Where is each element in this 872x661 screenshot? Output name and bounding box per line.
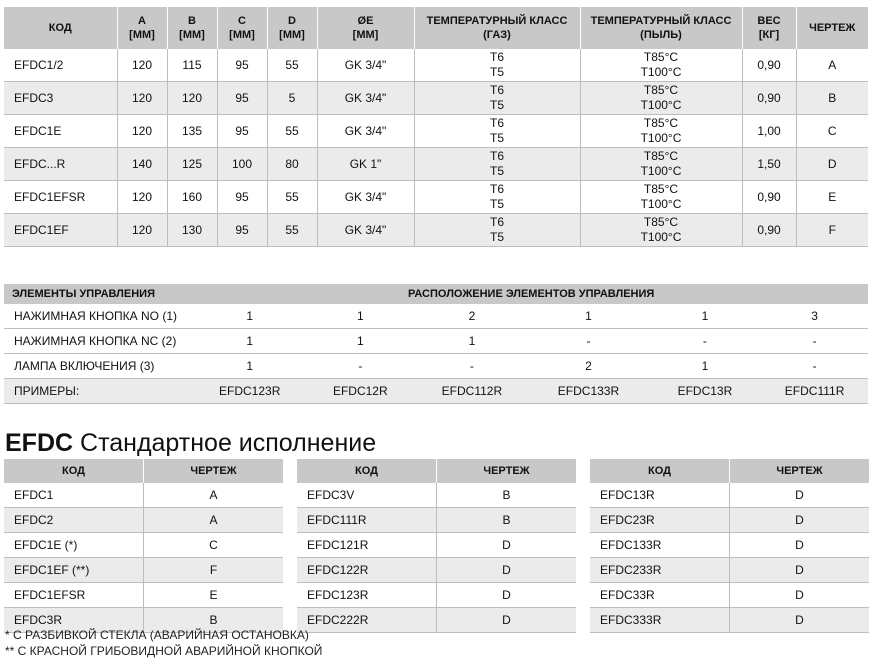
spec-cell-a: 120 bbox=[117, 49, 167, 82]
spec-cell-gas-class bbox=[414, 148, 580, 181]
standard-cell-code: EFDC133R bbox=[590, 533, 730, 558]
spec-cell-b: 125 bbox=[167, 148, 217, 181]
spec-cell-weight: 0,90 bbox=[742, 181, 796, 214]
spec-cell-drawing: C bbox=[796, 115, 868, 148]
spec-cell-code: EFDC3 bbox=[4, 82, 117, 115]
col-header-code: КОД bbox=[590, 459, 730, 483]
gas-class-2: T5 bbox=[489, 230, 504, 244]
spec-cell-gas-class bbox=[414, 181, 580, 214]
spec-cell-a: 120 bbox=[117, 115, 167, 148]
standard-cell-drawing: D bbox=[437, 608, 577, 633]
spec-cell-c: 100 bbox=[217, 148, 267, 181]
spec-cell-dust-class bbox=[580, 181, 742, 214]
standard-row bbox=[297, 583, 576, 608]
controls-cell: 1 bbox=[194, 329, 305, 354]
standard-cell-drawing: F bbox=[144, 558, 284, 583]
col-header: D [ММ] bbox=[267, 7, 317, 49]
spec-row bbox=[4, 115, 868, 148]
spec-cell-dust-class bbox=[580, 115, 742, 148]
spec-cell-gas-class bbox=[414, 49, 580, 82]
controls-cell: - bbox=[761, 354, 868, 379]
standard-row bbox=[590, 608, 869, 633]
dust-class-2: T100°C bbox=[640, 98, 682, 112]
spec-cell-a: 120 bbox=[117, 181, 167, 214]
spec-cell-drawing: F bbox=[796, 214, 868, 247]
controls-cell: 2 bbox=[416, 304, 529, 329]
standard-cell-drawing: D bbox=[730, 583, 870, 608]
standard-row bbox=[590, 483, 869, 508]
standard-cell-drawing: B bbox=[437, 508, 577, 533]
spec-cell-d: 55 bbox=[267, 115, 317, 148]
controls-cell: - bbox=[416, 354, 529, 379]
spec-table-header bbox=[4, 7, 868, 49]
footnotes bbox=[5, 627, 322, 659]
spec-cell-e: GK 3/4" bbox=[317, 82, 414, 115]
controls-cell: EFDC112R bbox=[416, 379, 529, 404]
spec-cell-a: 120 bbox=[117, 82, 167, 115]
standard-cell-code: EFDC122R bbox=[297, 558, 437, 583]
col-header: ТЕМПЕРАТУРНЫЙ КЛАСС (ПЫЛЬ) bbox=[580, 7, 742, 49]
controls-cell: 1 bbox=[416, 329, 529, 354]
spec-row bbox=[4, 214, 868, 247]
spec-cell-code: EFDC1EFSR bbox=[4, 181, 117, 214]
col-header-drawing: ЧЕРТЕЖ bbox=[437, 459, 577, 483]
dust-class-1: T85°C bbox=[643, 50, 679, 64]
gas-class-2: T5 bbox=[489, 164, 504, 178]
controls-table bbox=[4, 284, 868, 404]
standard-table-header bbox=[590, 459, 869, 483]
spec-cell-b: 130 bbox=[167, 214, 217, 247]
standard-row bbox=[590, 583, 869, 608]
standard-cell-code: EFDC333R bbox=[590, 608, 730, 633]
spec-cell-code: EFDC1E bbox=[4, 115, 117, 148]
spec-cell-c: 95 bbox=[217, 82, 267, 115]
standard-cell-code: EFDC1EFSR bbox=[4, 583, 144, 608]
spec-cell-weight: 1,50 bbox=[742, 148, 796, 181]
controls-header-right: РАСПОЛОЖЕНИЕ ЭЛЕМЕНТОВ УПРАВЛЕНИЯ bbox=[194, 284, 868, 304]
section-title bbox=[5, 428, 376, 458]
spec-table bbox=[4, 7, 868, 247]
col-header-code: КОД bbox=[4, 459, 144, 483]
standard-table-3 bbox=[590, 459, 869, 633]
controls-row bbox=[4, 354, 868, 379]
controls-cell: EFDC12R bbox=[305, 379, 416, 404]
spec-cell-code: EFDC1EF bbox=[4, 214, 117, 247]
standard-cell-drawing: B bbox=[437, 483, 577, 508]
spec-cell-dust-class bbox=[580, 214, 742, 247]
spec-cell-weight: 0,90 bbox=[742, 82, 796, 115]
spec-cell-dust-class bbox=[580, 82, 742, 115]
footnote: ** С КРАСНОЙ ГРИБОВИДНОЙ АВАРИЙНОЙ КНОПКОЙ bbox=[5, 644, 323, 658]
dust-class-2: T100°C bbox=[640, 164, 682, 178]
controls-cell: EFDC111R bbox=[761, 379, 868, 404]
standard-cell-code: EFDC33R bbox=[590, 583, 730, 608]
col-header: ØE [ММ] bbox=[317, 7, 414, 49]
spec-cell-code: EFDC1/2 bbox=[4, 49, 117, 82]
standard-cell-code: EFDC123R bbox=[297, 583, 437, 608]
controls-cell: 1 bbox=[528, 304, 648, 329]
standard-cell-drawing: D bbox=[437, 533, 577, 558]
standard-cell-code: EFDC3V bbox=[297, 483, 437, 508]
spec-cell-d: 55 bbox=[267, 49, 317, 82]
gas-class-1: T6 bbox=[489, 50, 504, 64]
standard-row bbox=[4, 483, 283, 508]
col-header: B [ММ] bbox=[167, 7, 217, 49]
standard-row bbox=[4, 508, 283, 533]
col-header: КОД bbox=[4, 7, 117, 49]
standard-table-2 bbox=[297, 459, 576, 633]
spec-cell-b: 115 bbox=[167, 49, 217, 82]
controls-cell: EFDC123R bbox=[194, 379, 305, 404]
controls-cell: - bbox=[305, 354, 416, 379]
controls-cell: 1 bbox=[649, 354, 761, 379]
spec-cell-drawing: E bbox=[796, 181, 868, 214]
gas-class-1: T6 bbox=[489, 83, 504, 97]
col-header: C [ММ] bbox=[217, 7, 267, 49]
col-header: A [ММ] bbox=[117, 7, 167, 49]
dust-class-1: T85°C bbox=[643, 116, 679, 130]
controls-table-header bbox=[4, 284, 868, 304]
spec-cell-code: EFDC...R bbox=[4, 148, 117, 181]
standard-cell-drawing: C bbox=[144, 533, 284, 558]
col-header-drawing: ЧЕРТЕЖ bbox=[730, 459, 870, 483]
standard-cell-code: EFDC13R bbox=[590, 483, 730, 508]
gas-class-1: T6 bbox=[489, 149, 504, 163]
spec-cell-weight: 1,00 bbox=[742, 115, 796, 148]
standard-row bbox=[297, 608, 576, 633]
standard-cell-drawing: E bbox=[144, 583, 284, 608]
controls-cell: 1 bbox=[305, 304, 416, 329]
spec-cell-e: GK 3/4" bbox=[317, 49, 414, 82]
standard-row bbox=[590, 533, 869, 558]
controls-row bbox=[4, 379, 868, 404]
spec-cell-a: 120 bbox=[117, 214, 167, 247]
spec-cell-gas-class bbox=[414, 82, 580, 115]
spec-row bbox=[4, 49, 868, 82]
gas-class-2: T5 bbox=[489, 98, 504, 112]
spec-cell-drawing: A bbox=[796, 49, 868, 82]
spec-cell-gas-class bbox=[414, 214, 580, 247]
standard-cell-code: EFDC233R bbox=[590, 558, 730, 583]
spec-cell-weight: 0,90 bbox=[742, 49, 796, 82]
standard-cell-code: EFDC111R bbox=[297, 508, 437, 533]
standard-cell-code: EFDC23R bbox=[590, 508, 730, 533]
standard-cell-drawing: A bbox=[144, 508, 284, 533]
spec-cell-d: 55 bbox=[267, 214, 317, 247]
spec-cell-dust-class bbox=[580, 49, 742, 82]
col-header: ВЕС [КГ] bbox=[742, 7, 796, 49]
standard-row bbox=[297, 483, 576, 508]
controls-cell: EFDC13R bbox=[649, 379, 761, 404]
section-title-bold: EFDC bbox=[5, 429, 74, 457]
gas-class-2: T5 bbox=[489, 131, 504, 145]
standard-cell-drawing: A bbox=[144, 483, 284, 508]
standard-row bbox=[297, 533, 576, 558]
gas-class-1: T6 bbox=[489, 215, 504, 229]
controls-cell: 3 bbox=[761, 304, 868, 329]
standard-cell-code: EFDC2 bbox=[4, 508, 144, 533]
dust-class-1: T85°C bbox=[643, 83, 679, 97]
controls-row bbox=[4, 304, 868, 329]
spec-cell-e: GK 3/4" bbox=[317, 181, 414, 214]
spec-cell-dust-class bbox=[580, 148, 742, 181]
spec-cell-e: GK 3/4" bbox=[317, 115, 414, 148]
gas-class-2: T5 bbox=[489, 197, 504, 211]
standard-cell-code: EFDC121R bbox=[297, 533, 437, 558]
standard-cell-drawing: D bbox=[730, 483, 870, 508]
controls-cell: EFDC133R bbox=[528, 379, 648, 404]
spec-cell-c: 95 bbox=[217, 49, 267, 82]
spec-cell-d: 5 bbox=[267, 82, 317, 115]
spec-row bbox=[4, 181, 868, 214]
dust-class-1: T85°C bbox=[643, 149, 679, 163]
controls-cell: - bbox=[528, 329, 648, 354]
spec-cell-e: GK 3/4" bbox=[317, 214, 414, 247]
controls-row-label: НАЖИМНАЯ КНОПКА NC (2) bbox=[4, 329, 194, 354]
col-header: ТЕМПЕРАТУРНЫЙ КЛАСС (ГАЗ) bbox=[414, 7, 580, 49]
controls-row-label: ПРИМЕРЫ: bbox=[4, 379, 194, 404]
spec-cell-b: 160 bbox=[167, 181, 217, 214]
standard-cell-code: EFDC222R bbox=[297, 608, 437, 633]
spec-cell-drawing: D bbox=[796, 148, 868, 181]
standard-row bbox=[4, 558, 283, 583]
standard-cell-code: EFDC1EF (**) bbox=[4, 558, 144, 583]
standard-row bbox=[4, 533, 283, 558]
dust-class-2: T100°C bbox=[640, 197, 682, 211]
spec-cell-gas-class bbox=[414, 115, 580, 148]
standard-cell-drawing: D bbox=[730, 533, 870, 558]
standard-cell-drawing: B bbox=[144, 608, 284, 633]
dust-class-2: T100°C bbox=[640, 131, 682, 145]
spec-cell-d: 55 bbox=[267, 181, 317, 214]
standard-row bbox=[4, 583, 283, 608]
section-title-rest: Стандартное исполнение bbox=[73, 429, 377, 457]
standard-cell-code: EFDC1 bbox=[4, 483, 144, 508]
controls-cell: 1 bbox=[194, 354, 305, 379]
standard-row bbox=[297, 558, 576, 583]
standard-cell-drawing: D bbox=[730, 558, 870, 583]
controls-cell: 1 bbox=[194, 304, 305, 329]
controls-cell: 1 bbox=[649, 304, 761, 329]
spec-cell-drawing: B bbox=[796, 82, 868, 115]
dust-class-1: T85°C bbox=[643, 182, 679, 196]
standard-table-1 bbox=[4, 459, 283, 633]
col-header-drawing: ЧЕРТЕЖ bbox=[144, 459, 284, 483]
gas-class-1: T6 bbox=[489, 116, 504, 130]
controls-cell: 1 bbox=[305, 329, 416, 354]
gas-class-1: T6 bbox=[489, 182, 504, 196]
dust-class-2: T100°C bbox=[640, 230, 682, 244]
spec-cell-d: 80 bbox=[267, 148, 317, 181]
spec-cell-weight: 0,90 bbox=[742, 214, 796, 247]
spec-cell-a: 140 bbox=[117, 148, 167, 181]
col-header: ЧЕРТЕЖ bbox=[796, 7, 868, 49]
standard-row bbox=[590, 558, 869, 583]
controls-row-label: НАЖИМНАЯ КНОПКА NO (1) bbox=[4, 304, 194, 329]
spec-cell-e: GK 1" bbox=[317, 148, 414, 181]
controls-cell: - bbox=[649, 329, 761, 354]
footnote: * С РАЗБИВКОЙ СТЕКЛА (АВАРИЙНАЯ ОСТАНОВКА) bbox=[5, 628, 309, 642]
standard-cell-drawing: D bbox=[437, 558, 577, 583]
standard-row bbox=[297, 508, 576, 533]
controls-cell: 2 bbox=[528, 354, 648, 379]
standard-cell-code: EFDC1E (*) bbox=[4, 533, 144, 558]
standard-row bbox=[590, 508, 869, 533]
spec-cell-b: 120 bbox=[167, 82, 217, 115]
standard-table-header bbox=[4, 459, 283, 483]
controls-row-label: ЛАМПА ВКЛЮЧЕНИЯ (3) bbox=[4, 354, 194, 379]
standard-cell-drawing: D bbox=[730, 608, 870, 633]
dust-class-1: T85°C bbox=[643, 215, 679, 229]
gas-class-2: T5 bbox=[489, 65, 504, 79]
standard-cell-code: EFDC3R bbox=[4, 608, 144, 633]
spec-row bbox=[4, 82, 868, 115]
col-header-code: КОД bbox=[297, 459, 437, 483]
controls-row bbox=[4, 329, 868, 354]
controls-header-left: ЭЛЕМЕНТЫ УПРАВЛЕНИЯ bbox=[4, 284, 194, 304]
standard-cell-drawing: D bbox=[730, 508, 870, 533]
standard-cell-drawing: D bbox=[437, 583, 577, 608]
dust-class-2: T100°C bbox=[640, 65, 682, 79]
standard-table-header bbox=[297, 459, 576, 483]
controls-cell: - bbox=[761, 329, 868, 354]
spec-cell-b: 135 bbox=[167, 115, 217, 148]
spec-cell-c: 95 bbox=[217, 214, 267, 247]
spec-cell-c: 95 bbox=[217, 115, 267, 148]
spec-row bbox=[4, 148, 868, 181]
spec-cell-c: 95 bbox=[217, 181, 267, 214]
